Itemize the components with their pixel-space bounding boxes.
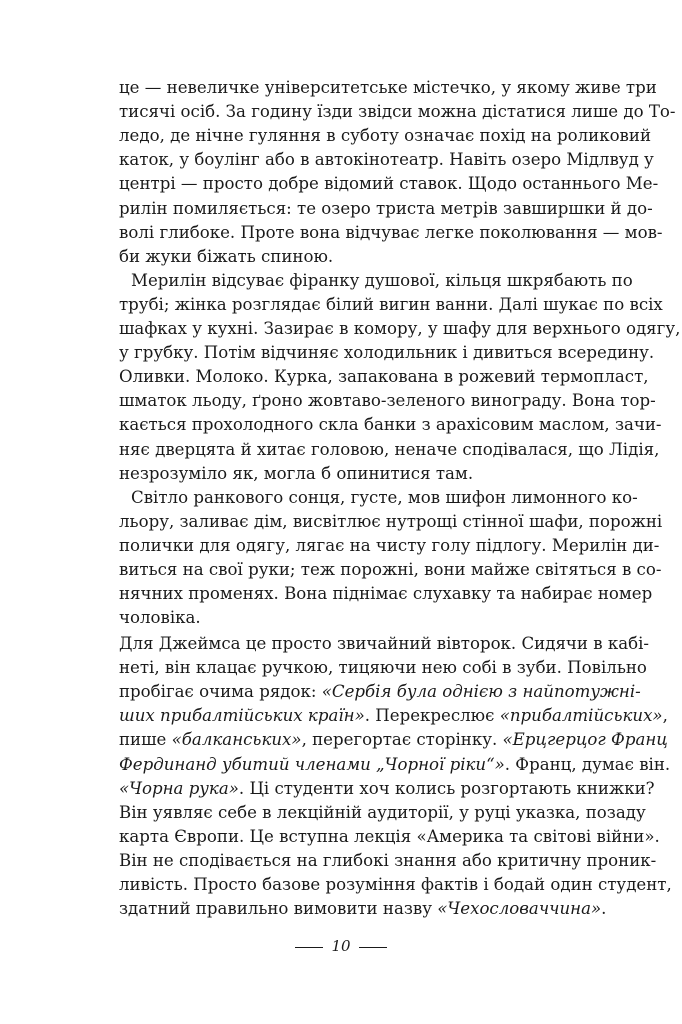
- page-number-footer: [0, 936, 682, 956]
- italic-quote: «балканських»: [171, 730, 302, 750]
- text-span: ,: [662, 706, 668, 726]
- text-span: , перегортає сторінку.: [301, 730, 503, 750]
- text-span: .: [601, 899, 607, 919]
- text-line: Світло ранкового сонця, густе, мов шифон лимонного ко-: [131, 487, 638, 507]
- text-line: [119, 754, 671, 775]
- italic-quote: Фердинанд убитий членами „Чорної ріки“»: [119, 754, 505, 774]
- text-line: Для Джеймса це просто звичайний вівторок. Сидячи в кабі-: [119, 634, 650, 653]
- text-span: здатний правильно вимовити назву: [119, 899, 438, 919]
- text-line: нячних променях. Вона піднімає слухавку та набирає номер: [119, 584, 653, 604]
- text-line: [119, 730, 668, 750]
- text-line: [119, 899, 607, 919]
- folio-dash-left: [295, 947, 323, 948]
- italic-quote: «прибалтійських»: [499, 706, 663, 726]
- text-span: . Ці студенти хоч колись розгортають книжки?: [238, 778, 655, 798]
- text-line: ледо, де нічне гуляння в суботу означає похід на роликовий: [119, 126, 652, 146]
- text-line: чоловіка.: [119, 608, 201, 628]
- text-line: шматок льоду, ґроно жовтаво-зеленого винограду. Вона тор-: [119, 391, 656, 411]
- text-line: Він уявляє себе в лекційній аудиторії, у руці указка, позаду: [119, 802, 646, 822]
- italic-quote: «Сербія була однією з найпотужні-: [321, 682, 641, 702]
- text-line: ливість. Просто базове розуміння фактів і бодай один студент,: [119, 875, 672, 894]
- text-line: у грубку. Потім відчиняє холодильник і дивиться всередину.: [119, 343, 655, 363]
- text-line: тисячі осіб. За годину їзди звідси можна дістатися лише до То-: [119, 102, 676, 122]
- italic-quote: «Ерцгерцог Франц: [502, 730, 668, 750]
- text-line: кається прохолодного скла банки з арахісовим маслом, зачи-: [119, 415, 662, 435]
- text-line: Оливки. Молоко. Курка, запакована в рожевий термопласт,: [119, 367, 649, 387]
- folio-dash-right: [359, 947, 387, 948]
- text-line: неті, він клацає ручкою, тицяючи нею собі в зуби. Повільно: [119, 658, 647, 678]
- text-span: пробігає очима рядок:: [119, 682, 322, 702]
- text-line: рилін помиляється: те озеро триста метрів завширшки й до-: [119, 198, 653, 218]
- text-span: . Перекреслює: [364, 706, 500, 726]
- italic-quote: «Чорна рука»: [119, 778, 239, 798]
- text-line: волі глибоке. Проте вона відчуває легке поколювання — мов-: [119, 222, 663, 242]
- text-span: пише: [119, 730, 172, 750]
- text-line: [119, 682, 641, 702]
- text-line: карта Європи. Це вступна лекція «Америка та світові війни».: [119, 826, 660, 846]
- text-line: незрозуміло як, могла б опинитися там.: [119, 463, 474, 483]
- text-line: льору, заливає дім, висвітлює нутрощі стінної шафи, порожні: [119, 511, 663, 531]
- text-line: няє дверцята й хитає головою, неначе сподівалася, що Лідія,: [119, 439, 660, 459]
- text-line: полички для одягу, лягає на чисту голу підлогу. Мерилін ди-: [119, 535, 660, 555]
- text-line: Мерилін відсуває фіранку душової, кільця шкрябають по: [131, 270, 633, 290]
- text-span: . Франц, думає він.: [504, 754, 671, 774]
- text-line: шафках у кухні. Зазирає в комору, у шафу для верхнього одягу,: [119, 319, 681, 338]
- text-line: каток, у боулінг або в автокінотеатр. Навіть озеро Мідлвуд у: [119, 150, 654, 170]
- text-line: трубі; жінка розглядає білий вигин ванни. Далі шукає по всіх: [119, 294, 663, 314]
- italic-quote: «Чехословаччина»: [437, 899, 602, 919]
- text-line: це — невеличке університетське містечко, у якому живе три: [119, 78, 657, 97]
- text-line: виться на свої руки; теж порожні, вони майже світяться в со-: [119, 560, 662, 579]
- page-number: 10: [331, 937, 351, 955]
- text-line: [119, 778, 655, 799]
- text-line: [119, 706, 668, 726]
- text-line: би жуки біжать спиною.: [119, 246, 334, 266]
- text-line: центрі — просто добре відомий ставок. Щодо останнього Ме-: [119, 174, 659, 194]
- text-line: Він не сподівається на глибокі знання або критичну проник-: [119, 850, 657, 870]
- italic-quote: ших прибалтійських країн»: [119, 706, 365, 726]
